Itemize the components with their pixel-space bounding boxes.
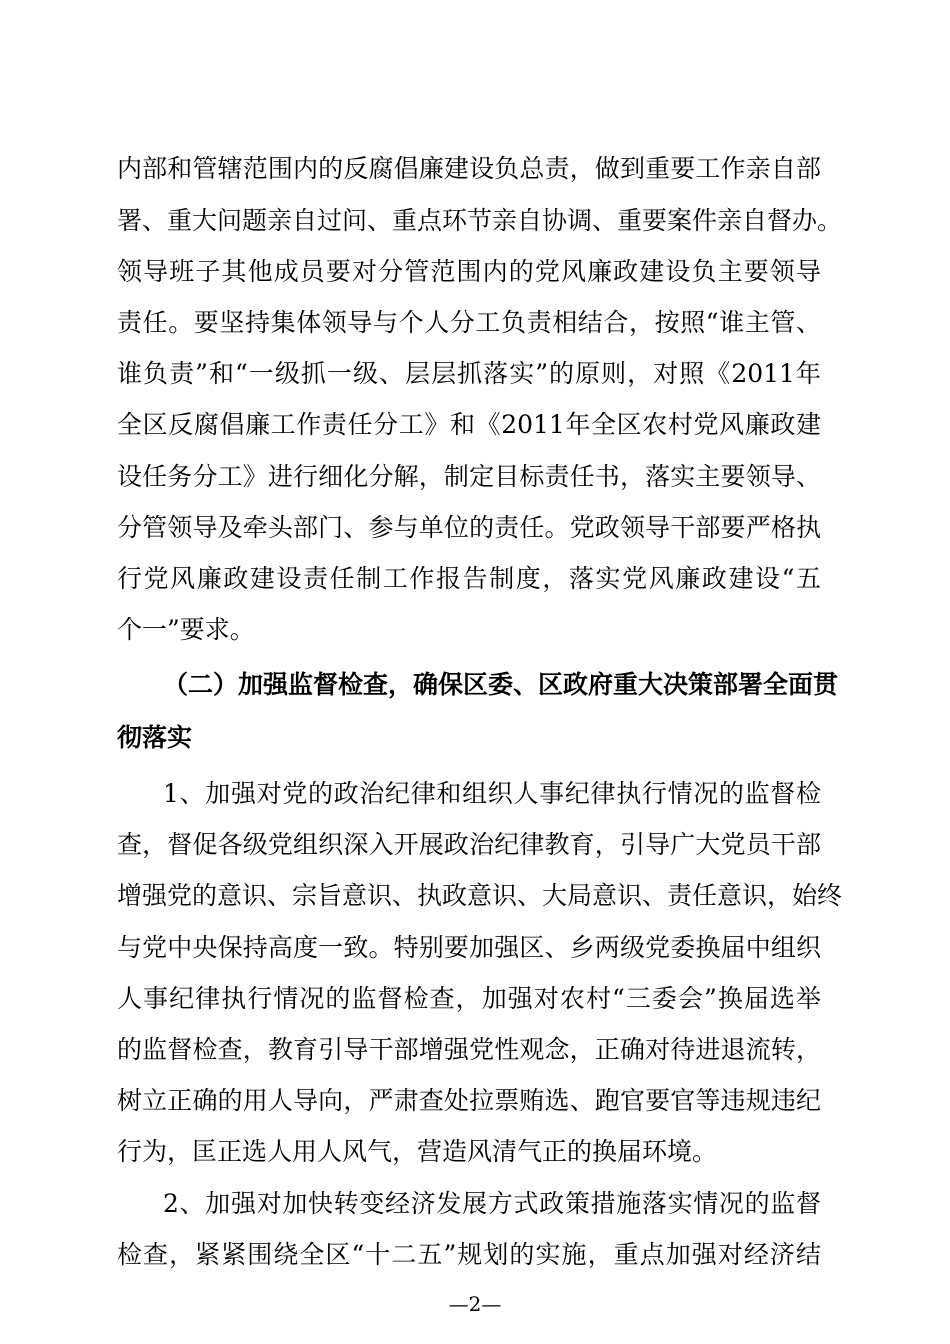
text-line-3: 领导班子其他成员要对分管范围内的党风廉政建设负主要领导 <box>117 257 821 286</box>
text-line-18: 的监督检查，教育引导干部增强党性观念，正确对待进退流转， <box>117 1035 821 1064</box>
text-line-2: 署、重大问题亲自过问、重点环节亲自协调、重要案件亲自督办。 <box>117 206 843 235</box>
page-number: —2— <box>448 1292 502 1316</box>
text-line-10: 个一”要求。 <box>117 615 255 644</box>
text-line-8: 分管领导及牵头部门、参与单位的责任。党政领导干部要严格执 <box>117 513 821 542</box>
section-heading-line-2: 彻落实 <box>117 723 193 752</box>
text-line-6: 全区反腐倡廉工作责任分工》和《2011年全区农村党风廉政建 <box>117 410 821 439</box>
text-line-16: 与党中央保持高度一致。特别要加强区、乡两级党委换届中组织 <box>117 933 821 962</box>
text-line-21: 2、加强对加快转变经济发展方式政策措施落实情况的监督 <box>163 1189 821 1218</box>
text-line-22: 检查，紧紧围绕全区“十二五”规划的实施，重点加强对经济结 <box>117 1240 821 1269</box>
text-line-19: 树立正确的用人导向，严肃查处拉票贿选、跑官要官等违规违纪 <box>117 1086 821 1115</box>
text-line-13: 1、加强对党的政治纪律和组织人事纪律执行情况的监督检 <box>163 779 821 808</box>
section-heading-line-1: （二）加强监督检查，确保区委、区政府重大决策部署全面贯 <box>163 670 839 699</box>
text-line-4: 责任。要坚持集体领导与个人分工负责相结合，按照“谁主管、 <box>117 308 821 337</box>
text-line-17: 人事纪律执行情况的监督检查，加强对农村“三委会”换届选举 <box>117 984 821 1013</box>
text-line-15: 增强党的意识、宗旨意识、执政意识、大局意识、责任意识，始终 <box>117 881 843 910</box>
text-line-5: 谁负责”和“一级抓一级、层层抓落实”的原则，对照《2011年 <box>117 359 821 388</box>
text-line-7: 设任务分工》进行细化分解，制定目标责任书，落实主要领导、 <box>117 462 821 491</box>
text-line-9: 行党风廉政建设责任制工作报告制度，落实党风廉政建设“五 <box>117 564 821 593</box>
text-line-1: 内部和管辖范围内的反腐倡廉建设负总责，做到重要工作亲自部 <box>117 154 821 183</box>
text-line-20: 行为，匡正选人用人风气，营造风清气正的换届环境。 <box>117 1137 718 1166</box>
text-line-14: 查，督促各级党组织深入开展政治纪律教育，引导广大党员干部 <box>117 830 821 859</box>
